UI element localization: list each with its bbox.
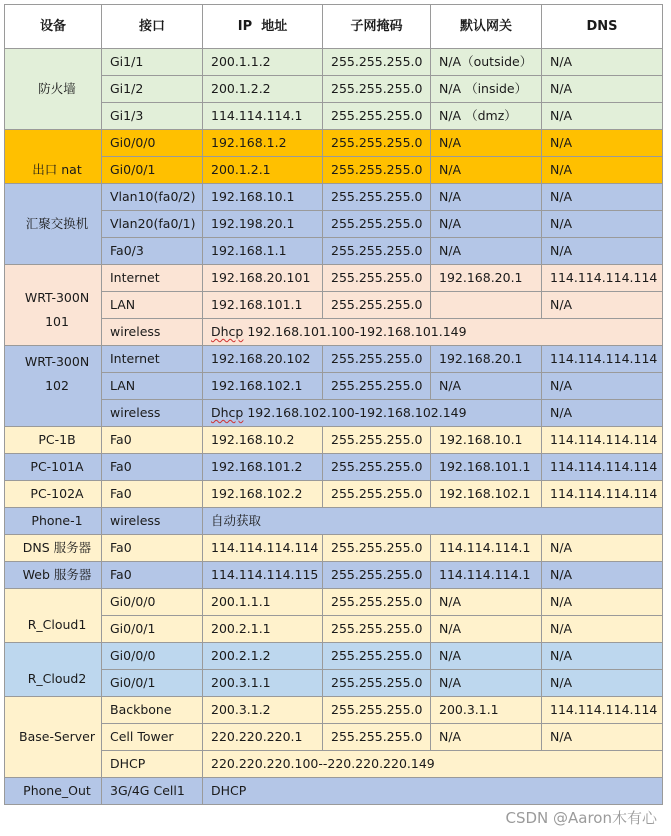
- ip-cell: 192.168.101.1: [203, 292, 323, 319]
- dns-cell: 114.114.114.114: [542, 697, 663, 724]
- gateway-cell: 192.168.101.1: [431, 454, 542, 481]
- dns-cell: N/A: [542, 292, 663, 319]
- table-row: [5, 670, 663, 697]
- table-row: [5, 157, 663, 184]
- mask-cell: 255.255.255.0: [323, 454, 431, 481]
- dhcp-range: 192.168.102.100-192.168.102.149: [243, 405, 467, 420]
- dns-cell: N/A: [542, 103, 663, 130]
- dns-cell: 114.114.114.114: [542, 454, 663, 481]
- mask-cell: 255.255.255.0: [323, 184, 431, 211]
- dhcp-word: Dhcp: [211, 405, 244, 420]
- mask-cell: 255.255.255.0: [323, 211, 431, 238]
- interface-cell: LAN: [102, 292, 203, 319]
- dhcp-range: 192.168.101.100-192.168.101.149: [243, 324, 467, 339]
- ip-cell: DHCP: [203, 778, 663, 805]
- device-cell-base-server: Base-Server: [5, 697, 102, 778]
- interface-cell: Gi0/0/1: [102, 616, 203, 643]
- ip-cell: 220.220.220.1: [203, 724, 323, 751]
- device-cell-pc101a: PC-101A: [5, 454, 102, 481]
- gateway-cell: N/A: [431, 184, 542, 211]
- device-name-line2: 101: [45, 314, 69, 329]
- col-header-ip: IP 地址: [203, 5, 323, 49]
- interface-cell: DHCP: [102, 751, 203, 778]
- device-cell-wrt102: [5, 346, 102, 427]
- interface-cell: Backbone: [102, 697, 203, 724]
- ip-cell: 192.168.101.2: [203, 454, 323, 481]
- ip-cell: 192.168.20.101: [203, 265, 323, 292]
- interface-cell: Fa0: [102, 562, 203, 589]
- mask-cell: 255.255.255.0: [323, 481, 431, 508]
- device-cell-rcloud2: R_Cloud2: [5, 643, 102, 697]
- gateway-cell: 192.168.20.1: [431, 265, 542, 292]
- ip-cell: 自动获取: [203, 508, 663, 535]
- table-row: [5, 454, 663, 481]
- interface-cell: Vlan20(fa0/1): [102, 211, 203, 238]
- table-row: [5, 211, 663, 238]
- interface-cell: Gi0/0/0: [102, 130, 203, 157]
- table-row: [5, 373, 663, 400]
- gateway-cell: 114.114.114.1: [431, 535, 542, 562]
- dns-cell: N/A: [542, 184, 663, 211]
- table-row: [5, 778, 663, 805]
- col-header-dns: DNS: [542, 5, 663, 49]
- dhcp-range-cell: [203, 319, 663, 346]
- gateway-cell: 114.114.114.1: [431, 562, 542, 589]
- interface-cell: Gi0/0/1: [102, 157, 203, 184]
- dns-cell: N/A: [542, 643, 663, 670]
- dns-cell: 114.114.114.114: [542, 481, 663, 508]
- dns-cell: 114.114.114.114: [542, 265, 663, 292]
- interface-cell: Gi0/0/0: [102, 643, 203, 670]
- ip-cell: 200.1.2.1: [203, 157, 323, 184]
- dns-cell: N/A: [542, 589, 663, 616]
- device-cell-pc1b: PC-1B: [5, 427, 102, 454]
- dns-cell: N/A: [542, 373, 663, 400]
- mask-cell: 255.255.255.0: [323, 670, 431, 697]
- table-row: [5, 76, 663, 103]
- interface-cell: Internet: [102, 346, 203, 373]
- mask-cell: 255.255.255.0: [323, 49, 431, 76]
- table-row: [5, 481, 663, 508]
- mask-cell: 255.255.255.0: [323, 562, 431, 589]
- mask-cell: 255.255.255.0: [323, 238, 431, 265]
- ip-cell: 200.2.1.2: [203, 643, 323, 670]
- mask-cell: 255.255.255.0: [323, 535, 431, 562]
- interface-cell: Gi1/3: [102, 103, 203, 130]
- interface-cell: wireless: [102, 400, 203, 427]
- col-header-gateway: 默认网关: [431, 5, 542, 49]
- mask-cell: 255.255.255.0: [323, 157, 431, 184]
- ip-cell: 192.168.20.102: [203, 346, 323, 373]
- device-name-line2: 102: [45, 378, 69, 393]
- device-cell-phone-out: Phone_Out: [5, 778, 102, 805]
- table-row: [5, 346, 663, 373]
- interface-cell: Internet: [102, 265, 203, 292]
- dns-cell: N/A: [542, 562, 663, 589]
- table-row: [5, 751, 663, 778]
- dns-cell: N/A: [542, 724, 663, 751]
- watermark: CSDN @Aaron木有心: [505, 809, 657, 827]
- device-cell-wrt101: [5, 265, 102, 346]
- dns-cell: N/A: [542, 238, 663, 265]
- table-row: [5, 49, 663, 76]
- ip-cell: 200.3.1.2: [203, 697, 323, 724]
- interface-cell: Fa0: [102, 481, 203, 508]
- table-row: [5, 103, 663, 130]
- device-name-line1: WRT-300N: [24, 354, 90, 369]
- header-row: [5, 5, 663, 49]
- interface-cell: Fa0: [102, 454, 203, 481]
- table-row: [5, 589, 663, 616]
- mask-cell: 255.255.255.0: [323, 724, 431, 751]
- ip-cell: 220.220.220.100--220.220.220.149: [203, 751, 663, 778]
- ip-cell: 192.168.10.2: [203, 427, 323, 454]
- device-cell-phone1: Phone-1: [5, 508, 102, 535]
- ip-cell: 192.168.1.1: [203, 238, 323, 265]
- gateway-cell: N/A: [431, 643, 542, 670]
- device-cell-switch: 汇聚交换机: [5, 184, 102, 265]
- mask-cell: 255.255.255.0: [323, 265, 431, 292]
- dns-cell: N/A: [542, 130, 663, 157]
- ip-cell: 114.114.114.114: [203, 535, 323, 562]
- interface-cell: 3G/4G Cell1: [102, 778, 203, 805]
- ip-cell: 192.168.1.2: [203, 130, 323, 157]
- gateway-cell: [431, 292, 542, 319]
- col-header-device: 设备: [5, 5, 102, 49]
- dns-cell: N/A: [542, 157, 663, 184]
- gateway-cell: N/A: [431, 724, 542, 751]
- interface-cell: Fa0: [102, 427, 203, 454]
- gateway-cell: 192.168.102.1: [431, 481, 542, 508]
- mask-cell: 255.255.255.0: [323, 292, 431, 319]
- mask-cell: 255.255.255.0: [323, 589, 431, 616]
- device-cell-firewall: 防火墙: [5, 49, 102, 130]
- ip-cell: 114.114.114.1: [203, 103, 323, 130]
- gateway-cell: N/A: [431, 589, 542, 616]
- table-row: [5, 319, 663, 346]
- ip-cell: 114.114.114.115: [203, 562, 323, 589]
- device-cell-web-server: Web 服务器: [5, 562, 102, 589]
- gateway-cell: N/A: [431, 157, 542, 184]
- interface-cell: Gi0/0/1: [102, 670, 203, 697]
- dhcp-word: Dhcp: [211, 324, 244, 339]
- mask-cell: 255.255.255.0: [323, 427, 431, 454]
- gateway-cell: N/A: [431, 238, 542, 265]
- table-row: [5, 400, 663, 427]
- gateway-cell: 192.168.20.1: [431, 346, 542, 373]
- ip-cell: 192.168.102.2: [203, 481, 323, 508]
- interface-cell: LAN: [102, 373, 203, 400]
- gateway-cell: N/A: [431, 616, 542, 643]
- dns-cell: 114.114.114.114: [542, 346, 663, 373]
- dns-cell: 114.114.114.114: [542, 427, 663, 454]
- interface-cell: Cell Tower: [102, 724, 203, 751]
- interface-cell: Fa0/3: [102, 238, 203, 265]
- mask-cell: 255.255.255.0: [323, 130, 431, 157]
- device-cell-nat: 出口 nat: [5, 130, 102, 184]
- ip-cell: 192.168.10.1: [203, 184, 323, 211]
- gateway-cell: N/A: [431, 670, 542, 697]
- mask-cell: 255.255.255.0: [323, 616, 431, 643]
- gateway-cell: N/A （dmz）: [431, 103, 542, 130]
- table-row: [5, 130, 663, 157]
- ip-cell: 200.1.1.1: [203, 589, 323, 616]
- interface-cell: Vlan10(fa0/2): [102, 184, 203, 211]
- table-row: [5, 265, 663, 292]
- ip-cell: 200.1.1.2: [203, 49, 323, 76]
- mask-cell: 255.255.255.0: [323, 697, 431, 724]
- interface-cell: wireless: [102, 508, 203, 535]
- interface-cell: Gi1/2: [102, 76, 203, 103]
- table-row: [5, 562, 663, 589]
- device-cell-pc102a: PC-102A: [5, 481, 102, 508]
- mask-cell: 255.255.255.0: [323, 76, 431, 103]
- dns-cell: N/A: [542, 76, 663, 103]
- gateway-cell: N/A: [431, 373, 542, 400]
- gateway-cell: N/A （inside）: [431, 76, 542, 103]
- table-row: [5, 643, 663, 670]
- dns-cell: N/A: [542, 535, 663, 562]
- device-cell-dns-server: DNS 服务器: [5, 535, 102, 562]
- ip-cell: 200.3.1.1: [203, 670, 323, 697]
- table-row: [5, 292, 663, 319]
- dns-cell: N/A: [542, 49, 663, 76]
- gateway-cell: N/A（outside）: [431, 49, 542, 76]
- dns-cell: N/A: [542, 670, 663, 697]
- ip-cell: 200.1.2.2: [203, 76, 323, 103]
- gateway-cell: N/A: [431, 130, 542, 157]
- dhcp-range-cell: [203, 400, 542, 427]
- gateway-cell: N/A: [431, 211, 542, 238]
- table-row: [5, 184, 663, 211]
- col-header-mask: 子网掩码: [323, 5, 431, 49]
- table-row: [5, 535, 663, 562]
- mask-cell: 255.255.255.0: [323, 373, 431, 400]
- table-row: [5, 238, 663, 265]
- ip-cell: 192.168.102.1: [203, 373, 323, 400]
- interface-cell: Fa0: [102, 535, 203, 562]
- interface-cell: wireless: [102, 319, 203, 346]
- ip-cell: 200.2.1.1: [203, 616, 323, 643]
- mask-cell: 255.255.255.0: [323, 103, 431, 130]
- col-header-interface: 接口: [102, 5, 203, 49]
- mask-cell: 255.255.255.0: [323, 346, 431, 373]
- table-row: [5, 616, 663, 643]
- mask-cell: 255.255.255.0: [323, 643, 431, 670]
- table-row: [5, 427, 663, 454]
- table-row: [5, 508, 663, 535]
- dns-cell: N/A: [542, 211, 663, 238]
- dns-cell: N/A: [542, 616, 663, 643]
- ip-cell: 192.198.20.1: [203, 211, 323, 238]
- dns-cell: N/A: [542, 400, 663, 427]
- table-row: [5, 724, 663, 751]
- gateway-cell: 200.3.1.1: [431, 697, 542, 724]
- interface-cell: Gi0/0/0: [102, 589, 203, 616]
- device-cell-rcloud1: R_Cloud1: [5, 589, 102, 643]
- interface-cell: Gi1/1: [102, 49, 203, 76]
- table-row: [5, 697, 663, 724]
- device-name-line1: WRT-300N: [24, 290, 90, 305]
- gateway-cell: 192.168.10.1: [431, 427, 542, 454]
- ip-address-table: [4, 4, 663, 805]
